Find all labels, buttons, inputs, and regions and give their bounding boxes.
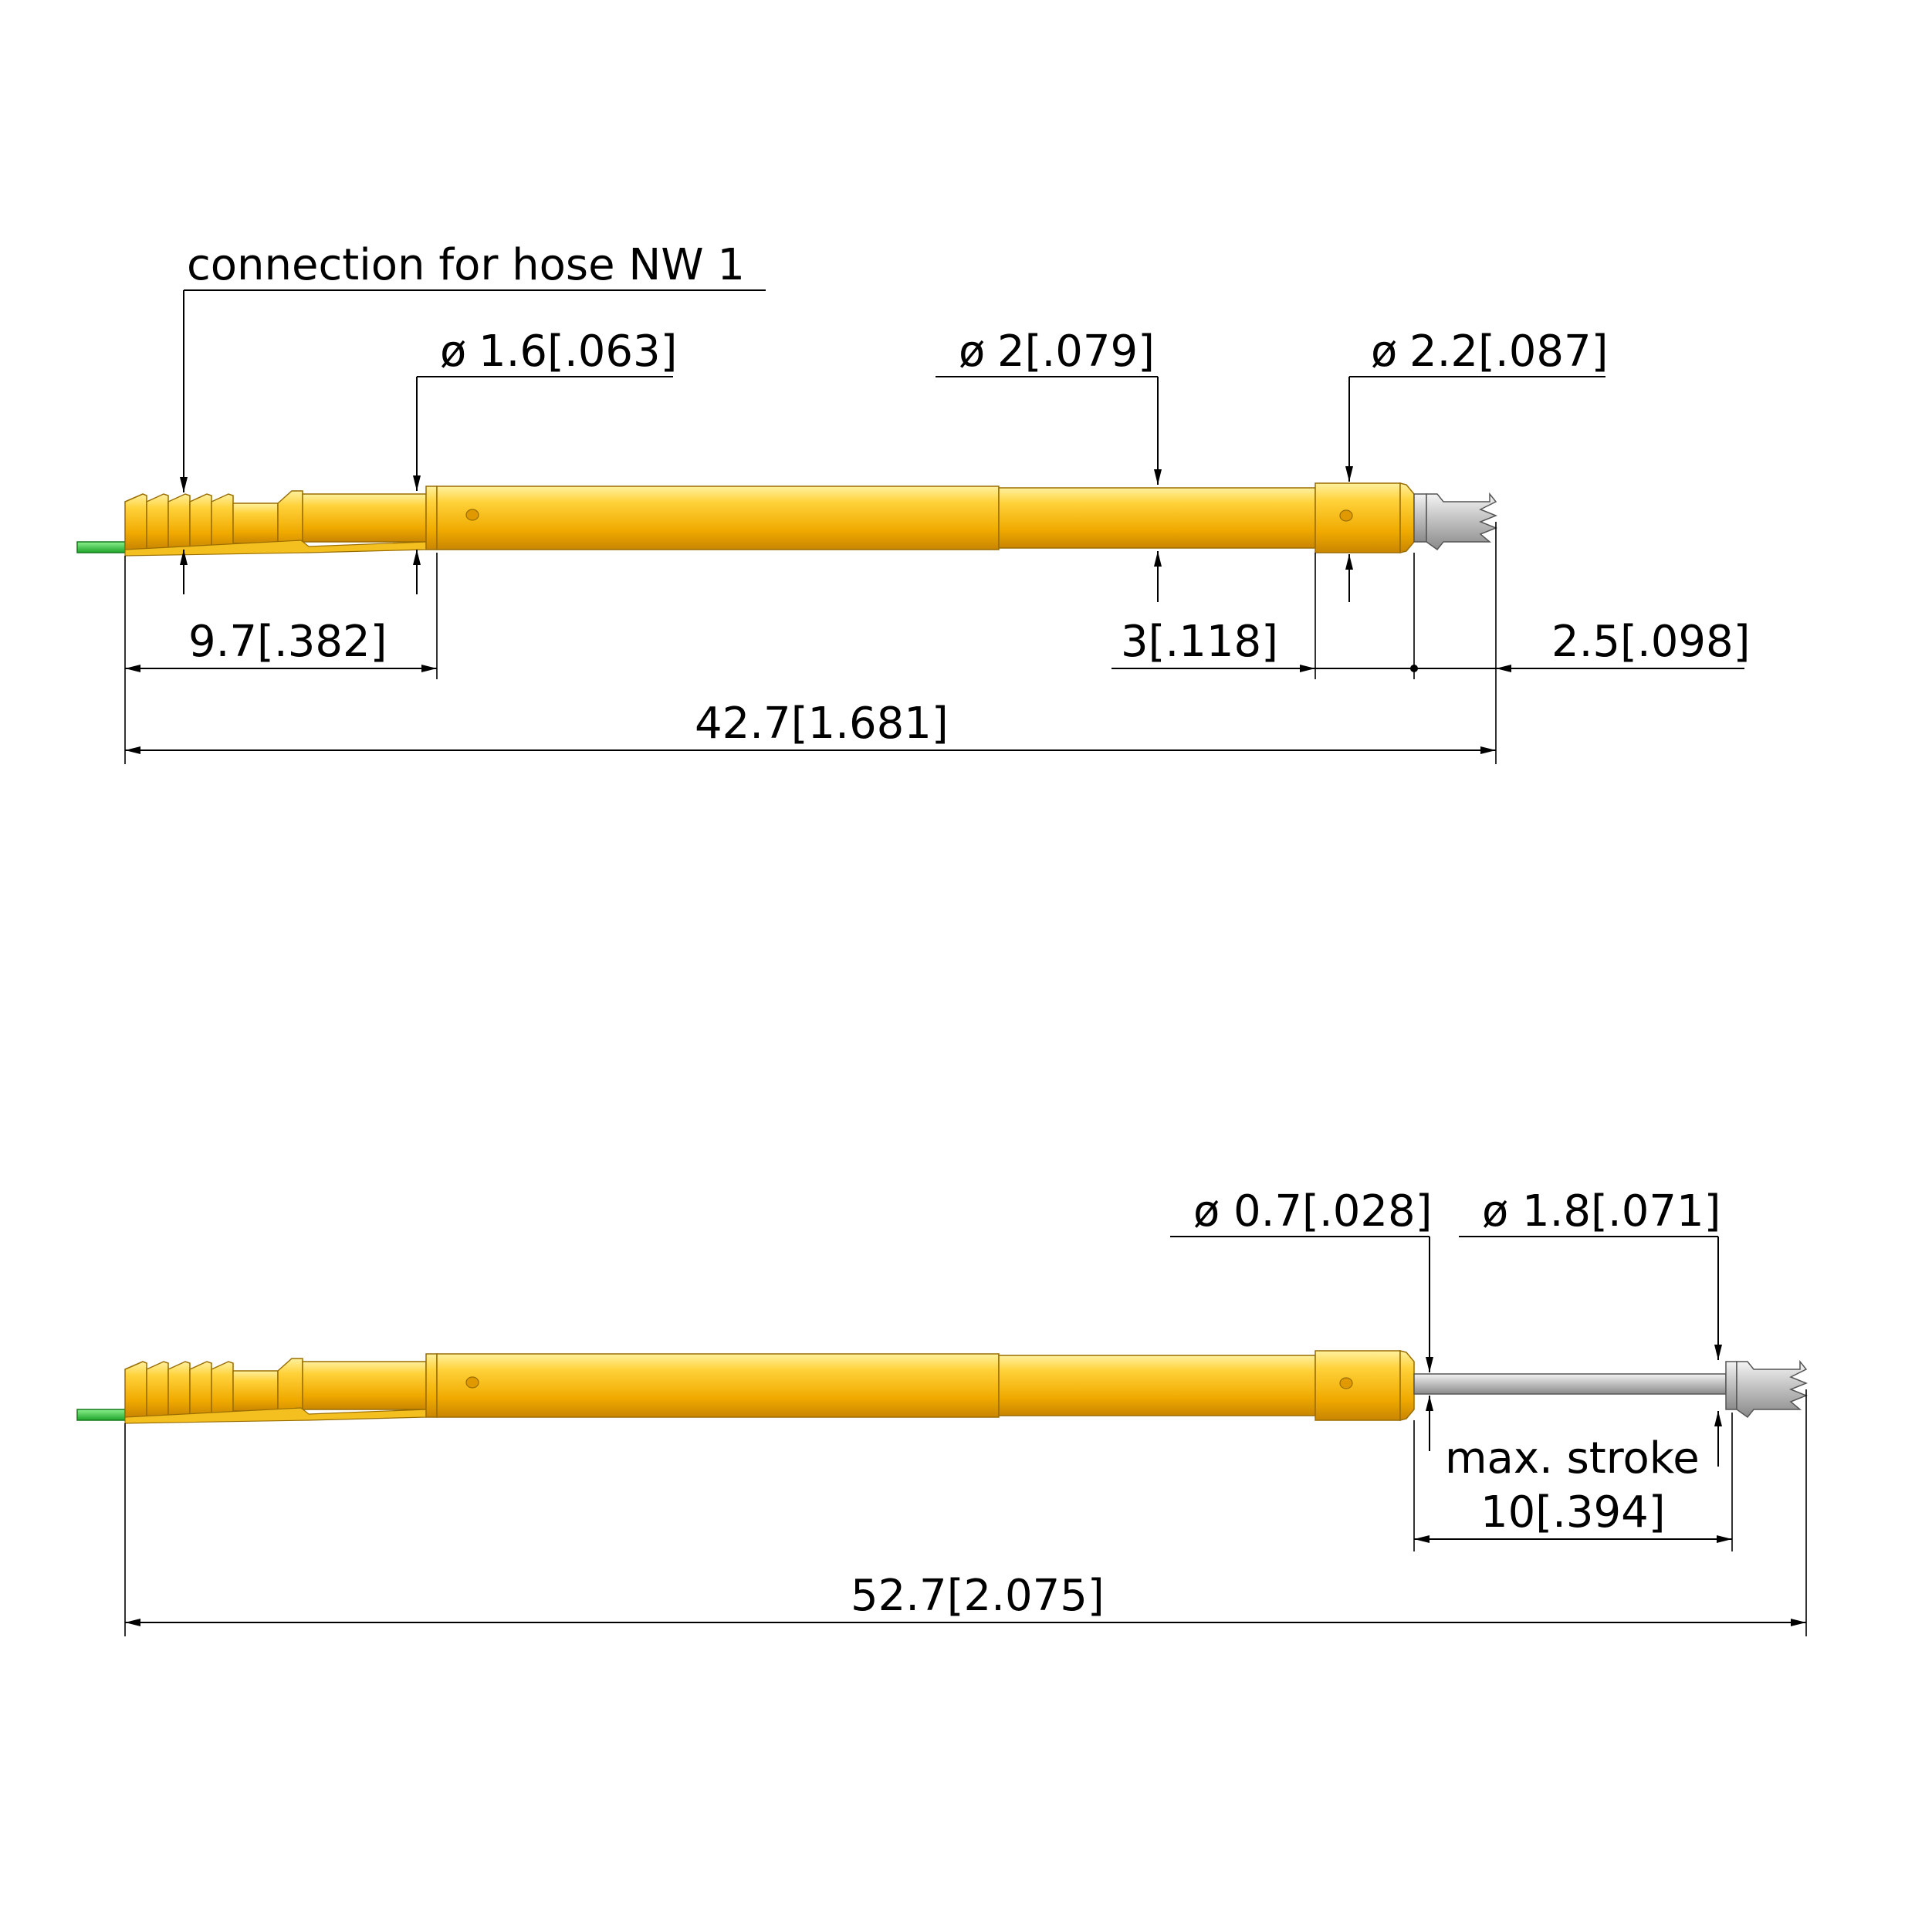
collar-taper bbox=[1400, 483, 1414, 553]
dia-collar-label: 2.2[.087] bbox=[1409, 327, 1609, 377]
dia-tail-label: 1.6[.063] bbox=[479, 327, 678, 377]
hose-callout-label: connection for hose NW 1 bbox=[187, 240, 746, 290]
crimp-dimple bbox=[466, 509, 479, 520]
crown-tip bbox=[1737, 1362, 1806, 1417]
hose-tube bbox=[77, 1409, 125, 1420]
plunger-head bbox=[1726, 1362, 1737, 1409]
hose-barb bbox=[125, 491, 426, 556]
barrel-tail bbox=[426, 486, 437, 550]
plunger-shaft bbox=[1414, 1374, 1726, 1394]
bottom-probe bbox=[77, 1351, 1806, 1423]
tip-length-label: 2.5[.098] bbox=[1551, 617, 1751, 667]
collar bbox=[1315, 1351, 1400, 1420]
barrel bbox=[437, 486, 999, 550]
collar-dimple bbox=[1340, 510, 1352, 521]
diameter-symbol: ø bbox=[1371, 327, 1398, 377]
collar-dimple bbox=[1340, 1378, 1352, 1389]
hose-barb bbox=[125, 1358, 426, 1423]
dia-plunger-label: 0.7[.028] bbox=[1233, 1186, 1433, 1237]
receptacle-body bbox=[999, 488, 1315, 548]
top-probe bbox=[77, 483, 1496, 556]
diameter-symbol: ø bbox=[1482, 1186, 1509, 1237]
dia-head-label: 1.8[.071] bbox=[1522, 1186, 1721, 1237]
diameter-symbol: ø bbox=[1193, 1186, 1220, 1237]
diameter-symbol: ø bbox=[440, 327, 467, 377]
receptacle-body bbox=[999, 1355, 1315, 1416]
overall-length-label: 52.7[2.075] bbox=[851, 1571, 1105, 1621]
barrel-tail bbox=[426, 1354, 437, 1417]
crown-tip bbox=[1426, 494, 1496, 550]
collar-taper bbox=[1400, 1351, 1414, 1420]
dia-barrel-label: 2[.079] bbox=[997, 327, 1155, 377]
collar-length-label: 3[.118] bbox=[1121, 617, 1279, 667]
stroke-caption: max. stroke bbox=[1445, 1433, 1700, 1484]
overall-length-label: 42.7[1.681] bbox=[695, 699, 949, 749]
hose-tube bbox=[77, 542, 125, 553]
stroke-length-label: 10[.394] bbox=[1480, 1487, 1666, 1538]
diameter-symbol: ø bbox=[959, 327, 986, 377]
barrel bbox=[437, 1354, 999, 1417]
connection-length-label: 9.7[.382] bbox=[188, 617, 387, 667]
collar bbox=[1315, 483, 1400, 553]
crimp-dimple bbox=[466, 1377, 479, 1388]
plunger-head bbox=[1414, 494, 1426, 542]
